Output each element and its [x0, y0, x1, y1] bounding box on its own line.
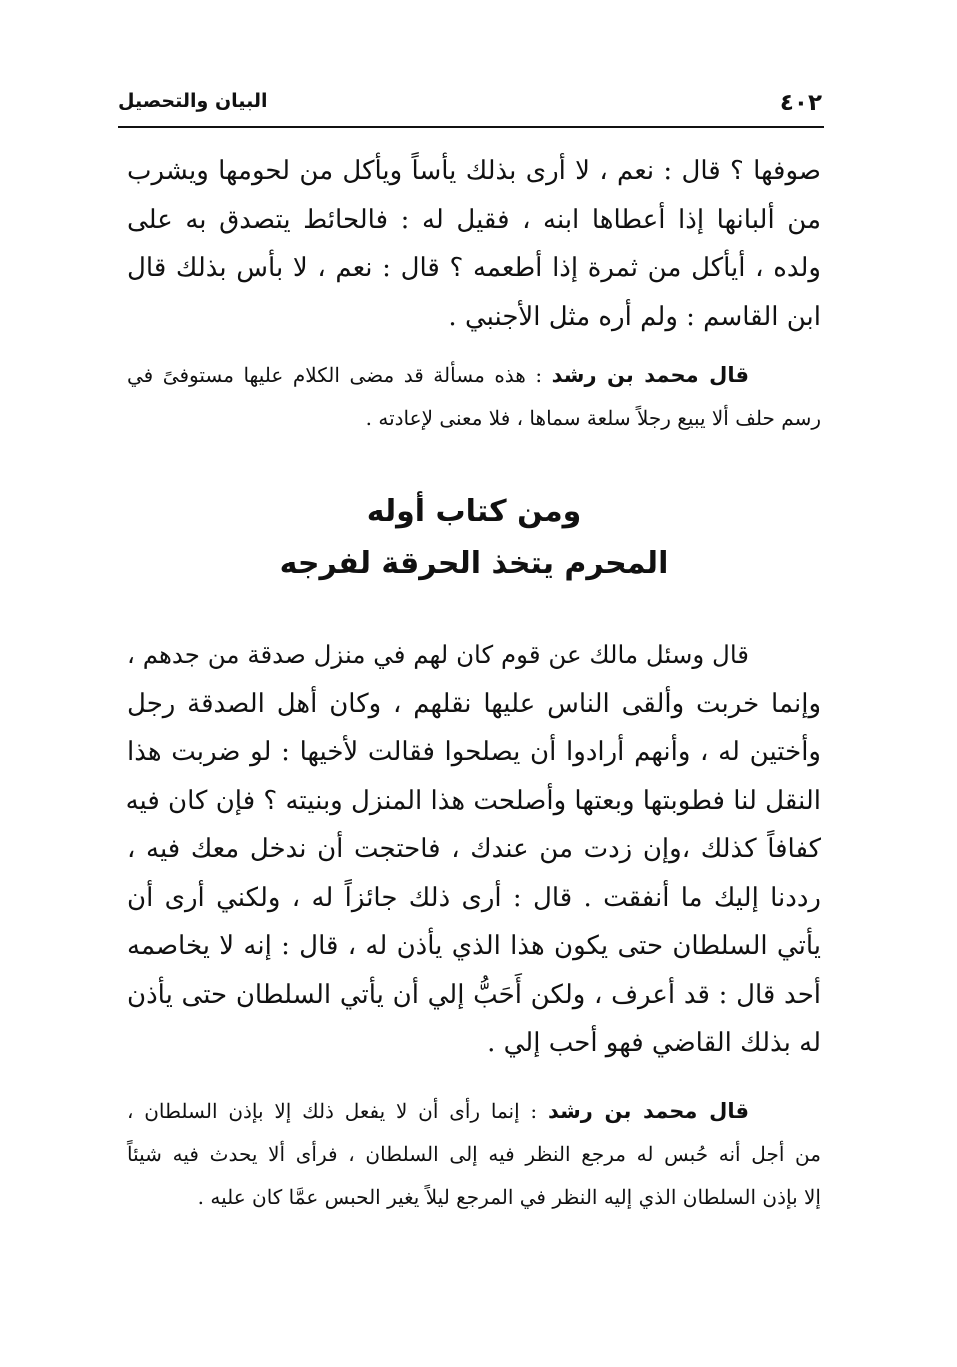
- text-line: [127, 1090, 821, 1133]
- text-line: وإنما خربت وألقى الناس عليها نقلهم ، وكان أهل الصدقة رجل: [127, 688, 821, 719]
- text-line: من أجل أنه حُبس له مرجع النظر فيه إلى السلطان ، فرأى ألا يحدث فيه شيئاً: [127, 1142, 821, 1166]
- header-rule: [118, 126, 824, 128]
- text-fragment: : هذه مسألة قد مضى الكلام عليها مستوفىً في: [127, 363, 552, 387]
- text-line: صوفها ؟ قال : نعم ، لا أرى بذلك يأساً ويأكل من لحومها ويشرب: [127, 156, 821, 186]
- page-number: ٤٠٢: [779, 90, 822, 116]
- text-line: وأختين له ، وأنهم أرادوا أن يصلحوا فقالت لأخيها : لو ضربت هذا: [127, 737, 821, 767]
- text-line: من ألبانها إذا أعطاها ابنه ، فقيل له : فالحائط يتصدق به على: [127, 204, 821, 235]
- text-line: كفافاً كذلك ،وإن زدت من عندك ، فاحتجت أن ندخل معك فيه ،: [127, 834, 821, 864]
- text-fragment: : إنما رأى أن لا يفعل ذلك إلا بإذن السلطان ،: [127, 1099, 548, 1123]
- text-line: أحد قال : قد أعرف ، ولكن أَحَبُّ إلي أن يأتي السلطان حتى يأذن: [127, 979, 821, 1010]
- question-paragraph: [127, 631, 821, 1068]
- text-line: إلا بإذن السلطان الذي إليه النظر في المرجع ليلاً يغير الحبس عمَّا كان عليه .: [197, 1185, 821, 1209]
- text-line: ابن القاسم : ولم أره مثل الأجنبي .: [448, 301, 821, 332]
- paragraph-continuation: [127, 147, 821, 341]
- commentary-paragraph: [127, 1090, 821, 1219]
- running-header: [118, 86, 822, 118]
- text-line: رسم حلف ألا يبيع رجلاً سلعة سماها ، فلا معنى لإعادته .: [365, 406, 821, 430]
- text-line: النقل لنا فطوبتها وبعتها وأصلحت هذا المنزل وبنيته ؟ فإن كان فيه: [125, 785, 821, 816]
- running-title: البيان والتحصيل: [118, 90, 268, 112]
- text-line: له بذلك القاضي فهو أحب إلي .: [487, 1028, 821, 1058]
- commentary-paragraph: [127, 354, 821, 440]
- text-line: قال وسئل مالك عن قوم كان لهم في منزل صدقة من جدهم ،: [127, 640, 749, 669]
- text-line: [127, 354, 821, 397]
- commentator-name: قال محمد بن رشد: [551, 363, 749, 387]
- chapter-title: المحرم يتخذ الحرقة لفرجه: [279, 546, 669, 581]
- commentator-name: قال محمد بن رشد: [547, 1099, 749, 1123]
- text-line: يأتي السلطان حتى يكون هذا الذي يأذن له ، قال : إنه لا يخاصمه: [127, 931, 821, 961]
- text-line: ولده ، أيأكل من ثمرة إذا أطعمه ؟ قال : نعم ، لا بأس بذلك قال: [127, 253, 821, 283]
- chapter-heading: [127, 486, 821, 590]
- text-line: رددنا إليك ما أنفقت . قال : أرى ذلك جائزاً له ، ولكني أرى أن: [127, 882, 821, 913]
- chapter-heading-line: ومن كتاب أوله: [366, 494, 582, 529]
